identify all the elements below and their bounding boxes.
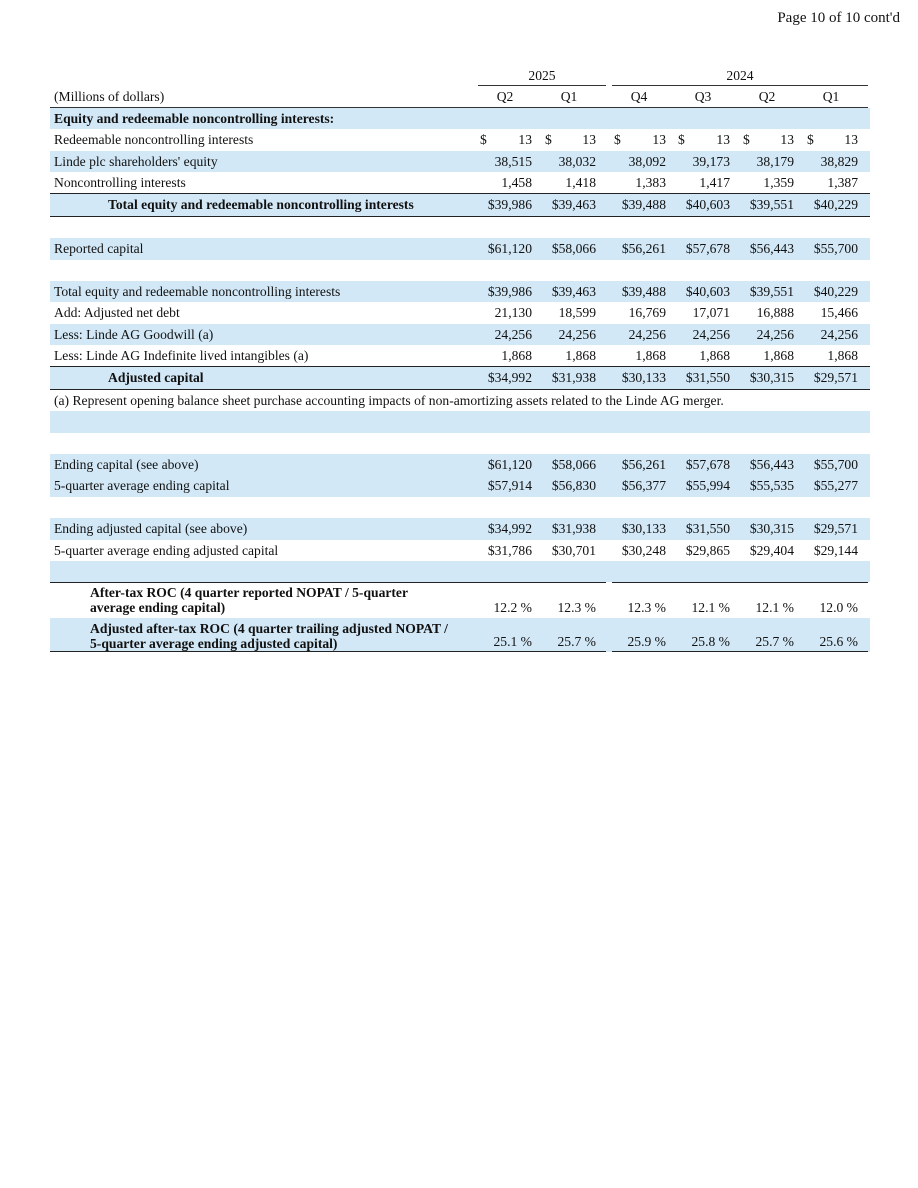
cell-value: 13 [518,132,532,148]
table-row [50,475,870,496]
quarter-label: Q1 [560,89,578,105]
cell-value: $57,914 [487,478,532,494]
cell-value: $30,248 [621,542,666,558]
cell-value: 38,032 [558,153,596,169]
cell-value: $55,700 [813,457,858,473]
cell-value: $55,277 [813,478,858,494]
dollar-sign: $ [545,132,552,148]
cell-value: $56,261 [621,241,666,257]
cell-value: 38,829 [820,153,858,169]
cell-value: $40,229 [813,283,858,299]
cell-value: $58,066 [551,457,596,473]
cell-value: 12.0 % [819,600,858,616]
total-row [50,366,870,389]
roc-row [50,618,870,652]
cell-value: 21,130 [494,305,532,321]
table-row [50,172,870,193]
quarter-label: Q1 [822,89,840,105]
cell-value: $29,404 [749,542,794,558]
cell-value: $58,066 [551,241,596,257]
cell-value: $31,550 [685,521,730,537]
cell-value: $56,443 [749,457,794,473]
table-row [50,454,870,475]
row-label: Reported capital [54,241,144,257]
cell-value: $30,315 [749,521,794,537]
year-header-row [50,65,870,86]
cell-value: 39,173 [692,153,730,169]
spacer-row [50,411,870,432]
dollar-sign: $ [480,132,487,148]
table-row [50,281,870,302]
cell-value: $34,992 [487,370,532,386]
cell-value: 1,868 [501,348,532,364]
cell-value: 38,515 [494,153,532,169]
table-row [50,345,870,366]
capital-reconciliation-table [50,65,870,652]
cell-value: $39,551 [749,197,794,213]
cell-value: 12.2 % [493,600,532,616]
quarter-label: Q2 [496,89,514,105]
cell-value: $61,120 [487,457,532,473]
cell-value: $29,144 [813,542,858,558]
roc-bottom-rule [612,651,868,652]
cell-value: 24,256 [820,326,858,342]
cell-value: $56,261 [621,457,666,473]
cell-value: $39,986 [487,283,532,299]
cell-value: 15,466 [820,305,858,321]
cell-value: 16,769 [628,305,666,321]
cell-value: 25.1 % [493,634,532,650]
cell-value: 1,387 [827,174,858,190]
table-row [50,324,870,345]
cell-value: $57,678 [685,457,730,473]
dollar-sign: $ [807,132,814,148]
row-label: 5-quarter average ending adjusted capital [54,542,279,558]
row-label: Ending adjusted capital (see above) [54,521,248,537]
cell-value: 17,071 [692,305,730,321]
dollar-sign: $ [678,132,685,148]
cell-value: $55,535 [749,478,794,494]
row-label: 5-quarter average ending capital [54,478,230,494]
cell-value: $39,986 [487,197,532,213]
spacer-row [50,260,870,281]
spacer-row [50,217,870,238]
row-label: Noncontrolling interests [54,174,186,190]
roc-bottom-rule [50,651,606,652]
cell-value: 24,256 [756,326,794,342]
cell-value: 16,888 [756,305,794,321]
cell-value: 25.8 % [691,634,730,650]
cell-value: $55,994 [685,478,730,494]
cell-value: 38,092 [628,153,666,169]
year-2025: 2025 [528,68,556,83]
row-label: Ending capital (see above) [54,457,199,473]
cell-value: 1,359 [763,174,794,190]
roc-row [50,582,870,618]
units-label: (Millions of dollars) [54,89,165,105]
cell-value: 24,256 [558,326,596,342]
cell-value: $30,133 [621,370,666,386]
year-2024: 2024 [726,68,754,83]
cell-value: 24,256 [692,326,730,342]
cell-value: $39,551 [749,283,794,299]
row-label: Linde plc shareholders' equity [54,153,218,169]
cell-value: $31,938 [551,521,596,537]
cell-value: 38,179 [756,153,794,169]
cell-value: 1,458 [501,174,532,190]
dollar-sign: $ [614,132,621,148]
cell-value: $56,830 [551,478,596,494]
cell-value: $40,229 [813,197,858,213]
dollar-sign: $ [743,132,750,148]
cell-value: $40,603 [685,197,730,213]
quarter-header-row [50,86,870,107]
total-row [50,193,870,216]
row-label: Redeemable noncontrolling interests [54,132,254,148]
cell-value: $30,701 [551,542,596,558]
cell-value: $30,315 [749,370,794,386]
roc-top-rule [50,582,606,583]
roc-top-rule [612,582,868,583]
cell-value: $55,700 [813,241,858,257]
row-label: Equity and redeemable noncontrolling interests: [54,110,335,126]
cell-value: $31,786 [487,542,532,558]
quarter-label: Q4 [630,89,648,105]
cell-value: 1,868 [635,348,666,364]
cell-value: 25.9 % [627,634,666,650]
cell-value: 1,417 [699,174,730,190]
cell-value: 1,868 [827,348,858,364]
cell-value: $39,488 [621,197,666,213]
table-row [50,518,870,539]
cell-value: 18,599 [558,305,596,321]
cell-value: 25.7 % [755,634,794,650]
row-label: Adjusted capital [108,370,204,386]
cell-value: $56,443 [749,241,794,257]
cell-value: $29,571 [813,370,858,386]
cell-value: $61,120 [487,241,532,257]
section-title-row [50,108,870,129]
cell-value: 12.1 % [755,600,794,616]
spacer-row [50,561,870,582]
cell-value: 25.7 % [557,634,596,650]
cell-value: 24,256 [494,326,532,342]
table-row [50,302,870,323]
cell-value: 13 [652,132,666,148]
cell-value: 13 [844,132,858,148]
cell-value: 1,418 [565,174,596,190]
cell-value: 1,868 [763,348,794,364]
spacer-row [50,497,870,518]
cell-value: 1,383 [635,174,666,190]
cell-value: 12.1 % [691,600,730,616]
row-label: After-tax ROC (4 quarter reported NOPAT / 5-quarter average ending capital) [90,585,408,616]
cell-value: 13 [582,132,596,148]
cell-value: 13 [780,132,794,148]
footnote: (a) Represent opening balance sheet purchase accounting impacts of non-amortizing assets related to the Linde AG merger. [54,392,724,408]
row-label: Adjusted after-tax ROC (4 quarter trailing adjusted NOPAT / 5-quarter average ending adjusted capital) [90,621,448,652]
page-number: Page 10 of 10 cont'd [777,10,900,26]
row-label: Less: Linde AG Indefinite lived intangibles (a) [54,348,309,364]
cell-value: $34,992 [487,521,532,537]
row-label: Total equity and redeemable noncontrolling interests [108,197,414,213]
cell-value: 12.3 % [557,600,596,616]
table-row [50,129,870,150]
cell-value: $39,463 [551,283,596,299]
cell-value: $31,938 [551,370,596,386]
cell-value: $39,463 [551,197,596,213]
quarter-label: Q3 [694,89,712,105]
cell-value: 24,256 [628,326,666,342]
cell-value: $39,488 [621,283,666,299]
cell-value: $30,133 [621,521,666,537]
cell-value: $57,678 [685,241,730,257]
table-row [50,151,870,172]
row-label: Total equity and redeemable noncontrolling interests [54,283,341,299]
quarter-label: Q2 [758,89,776,105]
row-label: Less: Linde AG Goodwill (a) [54,326,214,342]
cell-value: $29,571 [813,521,858,537]
row-label: Add: Adjusted net debt [54,305,180,321]
cell-value: 1,868 [565,348,596,364]
cell-value: 12.3 % [627,600,666,616]
cell-value: $56,377 [621,478,666,494]
cell-value: $29,865 [685,542,730,558]
cell-value: $31,550 [685,370,730,386]
cell-value: 1,868 [699,348,730,364]
cell-value: $40,603 [685,283,730,299]
cell-value: 13 [716,132,730,148]
table-row [50,540,870,561]
spacer-row [50,433,870,454]
cell-value: 25.6 % [819,634,858,650]
reported-capital-row [50,238,870,259]
